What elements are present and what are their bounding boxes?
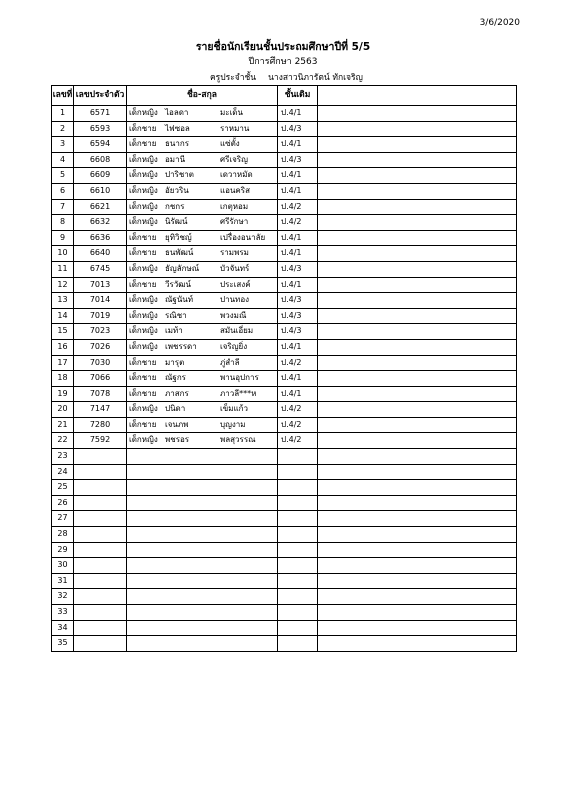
header-prev-class: ชั้นเดิม [278,86,318,106]
row-number: 3 [52,137,74,153]
row-number: 9 [52,230,74,246]
student-name [127,495,278,511]
table-row [52,324,517,340]
row-number: 5 [52,168,74,184]
blank-cell [318,527,517,543]
first-name: ไฟซอล [165,123,190,133]
first-name: ไอลดา [165,108,189,117]
table-row [52,215,517,231]
row-number: 10 [52,246,74,262]
row-number: 26 [52,495,74,511]
table-row [52,355,517,371]
table-row [52,261,517,277]
student-id: 7592 [74,433,127,449]
name-prefix: เด็กหญิง [129,217,158,227]
previous-class: ป.4/3 [278,152,318,168]
table-row [52,495,517,511]
row-number: 30 [52,558,74,574]
previous-class [278,558,318,574]
table-row [52,199,517,215]
student-id [74,449,127,465]
name-prefix: เด็กหญิง [129,310,158,320]
row-number: 18 [52,371,74,387]
row-number: 25 [52,480,74,496]
student-id: 7023 [74,324,127,340]
first-name: อัยวริน [165,185,189,195]
first-name: ณัฐนันท์ [165,295,194,305]
blank-cell [318,433,517,449]
page-title: รายชื่อนักเรียนชั้นประถมศึกษาปีที่ 5/5 [195,41,371,53]
student-id: 7013 [74,277,127,293]
table-row [52,386,517,402]
blank-cell [318,371,517,387]
student-name [127,230,278,246]
last-name: เข็มแก้ว [220,404,248,414]
student-name [127,527,278,543]
previous-class: ป.4/1 [278,106,318,122]
name-prefix: เด็กหญิง [129,170,158,180]
student-name [127,433,278,449]
row-number: 8 [52,215,74,231]
previous-class: ป.4/1 [278,137,318,153]
student-name [127,464,278,480]
first-name: เมท้า [165,326,183,336]
previous-class: ป.4/2 [278,417,318,433]
name-prefix: เด็กหญิง [129,341,158,351]
last-name: รามพรม [220,248,249,258]
name-prefix: เด็กหญิง [129,185,158,195]
first-name: วีรวัฒน์ [165,279,191,289]
first-name: อมานี [165,154,186,164]
row-number: 31 [52,573,74,589]
last-name: แซ่ตั้ง [220,139,240,149]
blank-cell [318,402,517,418]
student-id: 6594 [74,137,127,153]
table-row [52,152,517,168]
table-row [52,417,517,433]
previous-class [278,620,318,636]
student-name [127,620,278,636]
student-id [74,495,127,511]
student-name [127,121,278,137]
last-name: ภู่สำลี [220,357,240,367]
blank-cell [318,137,517,153]
student-id: 7280 [74,417,127,433]
last-name: ปานทอง [220,295,250,305]
first-name: มารุต [165,357,185,367]
student-id: 6621 [74,199,127,215]
name-prefix: เด็กหญิง [129,154,158,164]
first-name: เพชรรดา [165,341,197,351]
student-id [74,527,127,543]
student-id: 7147 [74,402,127,418]
header-name: ชื่อ-สกุล [127,86,278,106]
blank-cell [318,261,517,277]
blank-cell [318,573,517,589]
previous-class: ป.4/1 [278,386,318,402]
student-id [74,464,127,480]
student-id: 6745 [74,261,127,277]
previous-class [278,464,318,480]
blank-cell [318,293,517,309]
header-extra [318,86,517,106]
name-prefix: เด็กหญิง [129,295,158,305]
name-prefix: เด็กชาย [129,232,157,242]
last-name: เจริญยิ่ง [220,341,248,351]
row-number: 1 [52,106,74,122]
student-id [74,589,127,605]
last-name: เกตุหอม [220,201,249,211]
blank-cell [318,636,517,652]
student-id [74,480,127,496]
name-prefix: เด็กหญิง [129,108,158,117]
blank-cell [318,230,517,246]
student-id: 6593 [74,121,127,137]
first-name: รณิชา [165,310,187,320]
header-no: เลขที่ [52,86,74,106]
blank-cell [318,152,517,168]
blank-cell [318,183,517,199]
previous-class [278,605,318,621]
student-id: 7066 [74,371,127,387]
previous-class: ป.4/1 [278,168,318,184]
previous-class [278,636,318,652]
row-number: 16 [52,339,74,355]
student-name [127,199,278,215]
first-name: เจนภพ [165,419,189,429]
last-name: มะเด็น [220,108,243,117]
blank-cell [318,277,517,293]
name-prefix: เด็กชาย [129,419,157,429]
table-row [52,433,517,449]
row-number: 22 [52,433,74,449]
row-number: 4 [52,152,74,168]
row-number: 2 [52,121,74,137]
previous-class: ป.4/2 [278,433,318,449]
blank-cell [318,511,517,527]
blank-cell [318,589,517,605]
row-number: 14 [52,308,74,324]
row-number: 21 [52,417,74,433]
row-number: 17 [52,355,74,371]
blank-cell [318,215,517,231]
header-student-id: เลขประจำตัว [74,86,127,106]
previous-class: ป.4/3 [278,293,318,309]
last-name: พานอุปการ [220,373,259,383]
first-name: พชรอร [165,435,190,445]
blank-cell [318,308,517,324]
previous-class: ป.4/2 [278,355,318,371]
student-id [74,636,127,652]
homeroom-teacher [210,70,363,84]
row-number: 33 [52,605,74,621]
name-prefix: เด็กชาย [129,279,157,289]
blank-cell [318,324,517,340]
previous-class [278,589,318,605]
student-name [127,355,278,371]
student-name [127,183,278,199]
teacher-name: นางสาวนิภารัตน์ ทักเจริญ [268,73,363,83]
last-name: ศรีรักษา [220,217,249,227]
academic-year: ปีการศึกษา 2563 [248,57,318,67]
student-name [127,589,278,605]
last-name: ประเสงค์ [220,279,251,289]
table-row [52,168,517,184]
blank-cell [318,620,517,636]
row-number: 28 [52,527,74,543]
student-id [74,605,127,621]
row-number: 19 [52,386,74,402]
row-number: 35 [52,636,74,652]
name-prefix: เด็กหญิง [129,435,158,445]
name-prefix: เด็กหญิง [129,263,158,273]
first-name: ธัญลักษณ์ [165,263,200,273]
student-name [127,511,278,527]
table-row [52,137,517,153]
blank-cell [318,558,517,574]
table-row [52,121,517,137]
student-name [127,371,278,387]
student-id: 6608 [74,152,127,168]
name-prefix: เด็กชาย [129,123,157,133]
blank-cell [318,168,517,184]
last-name: พวงมณี [220,310,247,320]
student-id: 7030 [74,355,127,371]
name-prefix: เด็กหญิง [129,404,158,414]
student-name [127,402,278,418]
name-prefix: เด็กชาย [129,357,157,367]
blank-cell [318,199,517,215]
last-name: บัวจันทร์ [220,263,250,273]
row-number: 6 [52,183,74,199]
row-number: 12 [52,277,74,293]
blank-cell [318,121,517,137]
table-row [52,183,517,199]
previous-class: ป.4/1 [278,277,318,293]
student-name [127,168,278,184]
table-header-row [52,86,517,106]
student-name [127,636,278,652]
student-name [127,308,278,324]
blank-cell [318,246,517,262]
previous-class: ป.4/3 [278,121,318,137]
table-row [52,511,517,527]
previous-class [278,511,318,527]
student-id: 6610 [74,183,127,199]
blank-cell [318,386,517,402]
row-number: 29 [52,542,74,558]
student-id [74,558,127,574]
last-name: เปรื่องอนาลัย [220,232,266,242]
first-name: นิรัฒน์ [165,217,188,227]
first-name: ภาสกร [165,388,189,398]
blank-cell [318,355,517,371]
previous-class [278,542,318,558]
student-id: 6571 [74,106,127,122]
previous-class [278,495,318,511]
previous-class: ป.4/1 [278,183,318,199]
table-row [52,308,517,324]
previous-class: ป.4/1 [278,339,318,355]
first-name: ปนิดา [165,404,186,414]
last-name: ราหมาน [220,123,250,133]
table-row [52,339,517,355]
blank-cell [318,464,517,480]
row-number: 13 [52,293,74,309]
table-row [52,230,517,246]
previous-class: ป.4/1 [278,371,318,387]
student-name [127,605,278,621]
table-row [52,277,517,293]
first-name: ณัฐกร [165,373,186,383]
first-name: กชกร [165,201,185,211]
student-name [127,386,278,402]
print-date: 3/6/2020 [479,18,520,28]
row-number: 34 [52,620,74,636]
student-id: 6632 [74,215,127,231]
student-table [51,85,517,652]
student-name [127,152,278,168]
name-prefix: เด็กชาย [129,388,157,398]
blank-cell [318,480,517,496]
previous-class: ป.4/3 [278,261,318,277]
student-id: 6609 [74,168,127,184]
table-row [52,246,517,262]
student-name [127,480,278,496]
previous-class: ป.4/2 [278,402,318,418]
blank-cell [318,106,517,122]
student-name [127,106,278,122]
last-name: สมันเอี่ยม [220,326,254,336]
last-name: เดวาหมัด [220,170,253,180]
last-name: ศรีเจริญ [220,154,248,164]
name-prefix: เด็กชาย [129,139,157,149]
table-body [52,106,517,652]
table-row [52,464,517,480]
previous-class [278,480,318,496]
blank-cell [318,417,517,433]
table-row [52,636,517,652]
table-row [52,558,517,574]
student-name [127,573,278,589]
table-row [52,589,517,605]
name-prefix: เด็กชาย [129,248,157,258]
student-name [127,261,278,277]
blank-cell [318,542,517,558]
last-name: พลสุวรรณ [220,435,256,445]
previous-class: ป.4/3 [278,308,318,324]
last-name: บุญงาม [220,419,246,429]
student-id: 7078 [74,386,127,402]
first-name: ธนพัฒน์ [165,248,194,258]
table-row [52,527,517,543]
blank-cell [318,605,517,621]
row-number: 23 [52,449,74,465]
teacher-label: ครูประจำชั้น [210,73,257,83]
student-name [127,215,278,231]
table-row [52,542,517,558]
row-number: 27 [52,511,74,527]
blank-cell [318,495,517,511]
student-id [74,542,127,558]
first-name: ปาริชาต [165,170,194,180]
row-number: 7 [52,199,74,215]
last-name: แอนคริส [220,185,250,195]
table-row [52,449,517,465]
student-name [127,246,278,262]
blank-cell [318,339,517,355]
previous-class [278,449,318,465]
table-row [52,573,517,589]
previous-class: ป.4/1 [278,230,318,246]
student-name [127,293,278,309]
table-row [52,480,517,496]
previous-class [278,573,318,589]
name-prefix: เด็กชาย [129,373,157,383]
first-name: ธนากร [165,139,189,149]
previous-class [278,527,318,543]
row-number: 24 [52,464,74,480]
student-id: 7026 [74,339,127,355]
table-row [52,371,517,387]
previous-class: ป.4/2 [278,199,318,215]
student-name [127,449,278,465]
row-number: 20 [52,402,74,418]
name-prefix: เด็กหญิง [129,201,158,211]
student-name [127,542,278,558]
table-row [52,293,517,309]
previous-class: ป.4/2 [278,215,318,231]
row-number: 15 [52,324,74,340]
student-id: 6640 [74,246,127,262]
student-name [127,558,278,574]
name-prefix: เด็กหญิง [129,326,158,336]
student-id: 6636 [74,230,127,246]
student-name [127,417,278,433]
blank-cell [318,449,517,465]
table-row [52,620,517,636]
previous-class: ป.4/1 [278,246,318,262]
table-row [52,605,517,621]
row-number: 11 [52,261,74,277]
student-id: 7014 [74,293,127,309]
last-name: ภาวลี***ห [220,388,257,398]
student-name [127,137,278,153]
student-id: 7019 [74,308,127,324]
student-id [74,620,127,636]
student-name [127,324,278,340]
previous-class: ป.4/3 [278,324,318,340]
student-id [74,573,127,589]
student-name [127,339,278,355]
table-row [52,402,517,418]
first-name: ยุทิวิชญ์ [165,232,192,242]
table-row [52,106,517,122]
row-number: 32 [52,589,74,605]
student-name [127,277,278,293]
student-id [74,511,127,527]
